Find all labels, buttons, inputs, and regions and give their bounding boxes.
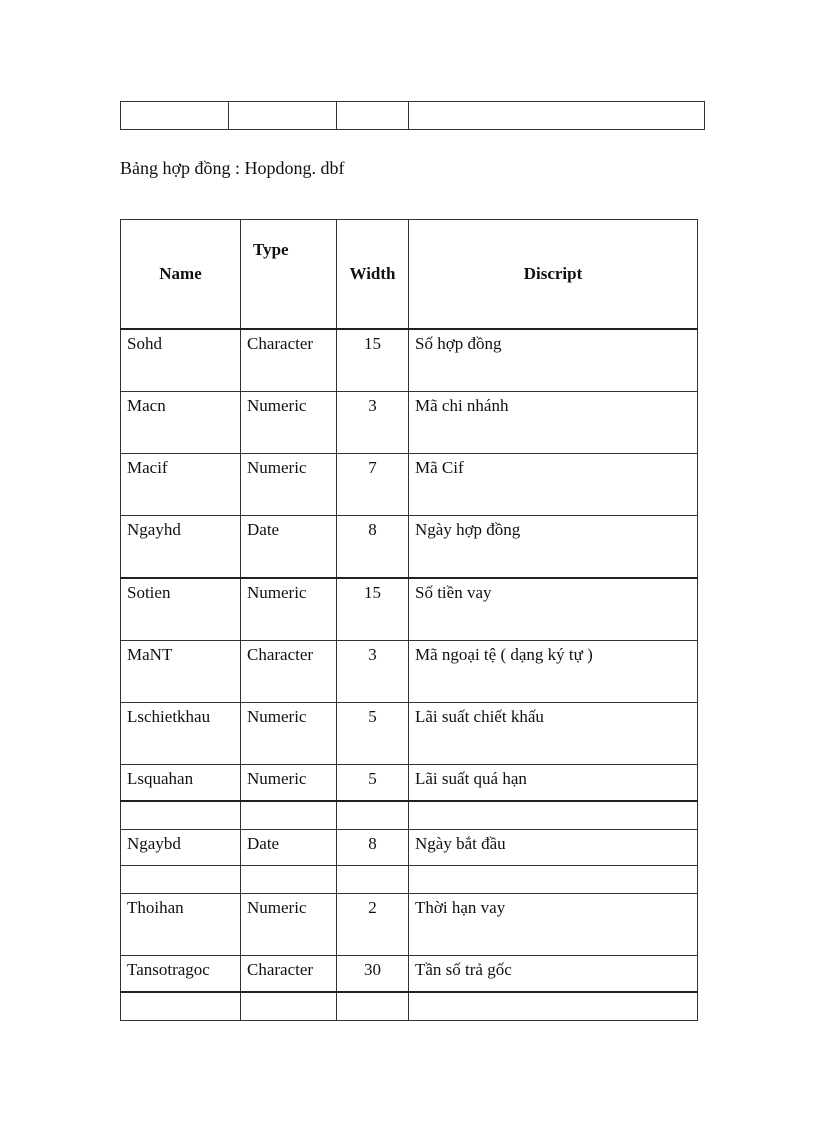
field-descript: Lãi suất chiết khấu: [409, 703, 698, 765]
field-width: 15: [337, 329, 409, 392]
field-descript: Thời hạn vay: [409, 894, 698, 956]
table-row: [121, 641, 698, 703]
hopdong-fields-table: [120, 219, 698, 1021]
empty-cell: [121, 866, 241, 894]
empty-row: [121, 866, 698, 894]
field-name: Ngaybd: [121, 830, 241, 866]
field-name: Sotien: [121, 578, 241, 641]
empty-cell: [241, 992, 337, 1021]
header-name: Name: [121, 220, 241, 330]
field-type: Character: [241, 329, 337, 392]
empty-cell: [229, 102, 337, 130]
table-row: [121, 516, 698, 579]
empty-row: [121, 801, 698, 830]
field-type: Numeric: [241, 578, 337, 641]
field-type: Numeric: [241, 894, 337, 956]
field-name: Lschietkhau: [121, 703, 241, 765]
field-type: Numeric: [241, 703, 337, 765]
field-name: Sohd: [121, 329, 241, 392]
empty-cell: [409, 866, 698, 894]
field-width: 3: [337, 392, 409, 454]
table-row: [121, 894, 698, 956]
empty-cell: [337, 102, 409, 130]
table-row: [121, 454, 698, 516]
empty-cell: [337, 801, 409, 830]
field-descript: Lãi suất quá hạn: [409, 765, 698, 802]
field-width: 2: [337, 894, 409, 956]
empty-cell: [121, 801, 241, 830]
field-name: Tansotragoc: [121, 956, 241, 993]
empty-cell: [409, 992, 698, 1021]
field-descript: Mã ngoại tệ ( dạng ký tự ): [409, 641, 698, 703]
field-type: Character: [241, 641, 337, 703]
field-descript: Số tiền vay: [409, 578, 698, 641]
field-type: Date: [241, 830, 337, 866]
table-row: [121, 765, 698, 802]
field-descript: Mã Cif: [409, 454, 698, 516]
field-descript: Mã chi nhánh: [409, 392, 698, 454]
header-width: Width: [337, 220, 409, 330]
field-descript: Số hợp đồng: [409, 329, 698, 392]
field-name: Macn: [121, 392, 241, 454]
field-name: Macif: [121, 454, 241, 516]
field-name: MaNT: [121, 641, 241, 703]
field-type: Numeric: [241, 392, 337, 454]
field-name: Ngayhd: [121, 516, 241, 579]
table-row: [121, 392, 698, 454]
table-row: [121, 578, 698, 641]
table-row: [121, 102, 705, 130]
header-descript: Discript: [409, 220, 698, 330]
field-name: Lsquahan: [121, 765, 241, 802]
empty-cell: [409, 801, 698, 830]
empty-cell: [337, 992, 409, 1021]
field-name: Thoihan: [121, 894, 241, 956]
field-type: Date: [241, 516, 337, 579]
header-type: Type: [241, 220, 337, 330]
empty-cell: [409, 102, 705, 130]
field-width: 5: [337, 703, 409, 765]
field-width: 3: [337, 641, 409, 703]
empty-cell: [337, 866, 409, 894]
field-width: 15: [337, 578, 409, 641]
field-type: Numeric: [241, 765, 337, 802]
field-width: 8: [337, 516, 409, 579]
empty-cell: [121, 992, 241, 1021]
table-caption: Bảng hợp đồng : Hopdong. dbf: [120, 158, 345, 178]
field-type: Character: [241, 956, 337, 993]
empty-cell: [241, 866, 337, 894]
empty-cell: [121, 102, 229, 130]
field-width: 7: [337, 454, 409, 516]
field-descript: Tần số trả gốc: [409, 956, 698, 993]
field-type: Numeric: [241, 454, 337, 516]
empty-row: [121, 992, 698, 1021]
table-row: [121, 956, 698, 993]
field-width: 8: [337, 830, 409, 866]
header-row: [121, 220, 698, 330]
field-width: 30: [337, 956, 409, 993]
empty-cell: [241, 801, 337, 830]
table-row: [121, 329, 698, 392]
field-descript: Ngày bắt đầu: [409, 830, 698, 866]
previous-table-remnant: [120, 101, 705, 130]
table-row: [121, 703, 698, 765]
table-row: [121, 830, 698, 866]
field-width: 5: [337, 765, 409, 802]
field-descript: Ngày hợp đồng: [409, 516, 698, 579]
